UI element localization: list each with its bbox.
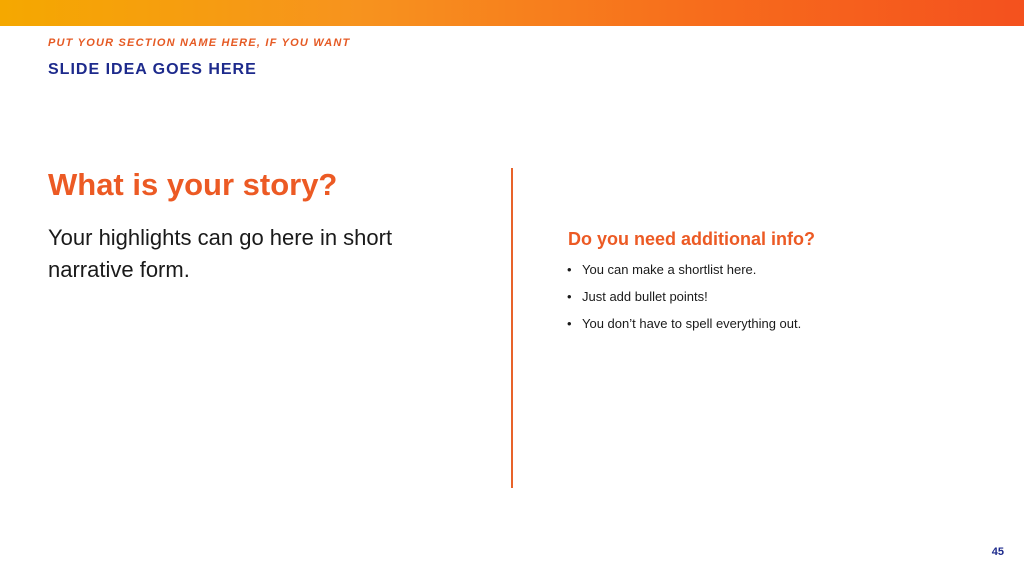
bullet-item bbox=[566, 261, 801, 288]
bullet-dot-icon: • bbox=[567, 289, 572, 304]
page-number: 45 bbox=[991, 546, 1004, 558]
story-body: Your highlights can go here in short narrative form. bbox=[48, 225, 393, 282]
bullet-item bbox=[566, 315, 801, 342]
bullet-item bbox=[566, 288, 801, 315]
bullet-dot-icon: • bbox=[567, 316, 572, 331]
additional-info-title: Do you need additional info? bbox=[568, 229, 815, 249]
bullet-list bbox=[566, 261, 801, 342]
vertical-divider bbox=[511, 168, 513, 488]
slide-idea-title: SLIDE IDEA GOES HERE bbox=[48, 61, 257, 78]
bullet-text: You don’t have to spell everything out. bbox=[582, 316, 802, 331]
top-gradient-bar bbox=[0, 0, 1024, 26]
bullet-dot-icon: • bbox=[567, 262, 572, 277]
story-title: What is your story? bbox=[48, 167, 338, 202]
bullet-text: You can make a shortlist here. bbox=[582, 262, 757, 277]
section-name: PUT YOUR SECTION NAME HERE, IF YOU WANT bbox=[48, 37, 351, 49]
bullet-text: Just add bullet points! bbox=[582, 289, 708, 304]
